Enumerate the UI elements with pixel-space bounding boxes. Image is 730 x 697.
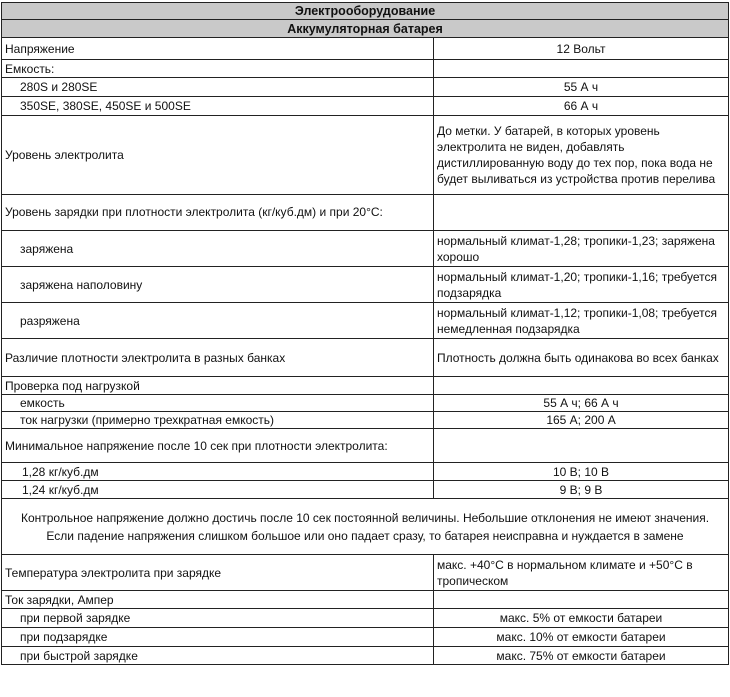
row-value: 9 В; 9 В bbox=[434, 481, 729, 499]
table-row bbox=[2, 97, 729, 116]
row-value: 66 А ч bbox=[434, 97, 729, 116]
row-value: 10 В; 10 В bbox=[434, 463, 729, 481]
table-row bbox=[2, 647, 729, 665]
row-value bbox=[434, 429, 729, 463]
row-value: 12 Вольт bbox=[434, 38, 729, 60]
row-label: заряжена наполовину bbox=[2, 267, 434, 303]
table-row bbox=[2, 195, 729, 231]
row-value: 165 А; 200 А bbox=[434, 412, 729, 429]
row-value: 55 А ч; 66 А ч bbox=[434, 395, 729, 412]
table-row bbox=[2, 377, 729, 395]
table-row bbox=[2, 555, 729, 591]
row-value: нормальный климат-1,28; тропики-1,23; заряжена хорошо bbox=[434, 231, 729, 267]
table-row bbox=[2, 429, 729, 463]
row-label: 1,24 кг/куб.дм bbox=[2, 481, 434, 499]
spec-table bbox=[1, 2, 729, 665]
row-value: нормальный климат-1,12; тропики-1,08; требуется немедленная подзарядка bbox=[434, 303, 729, 339]
table-row bbox=[2, 267, 729, 303]
note-text: Контрольное напряжение должно достичь после 10 сек постоянной величины. Небольшие отклонения не имеют значения. Если падение напряжения слишком большое или оно падает сразу, то батарея неисправна и нуждается в замене bbox=[2, 499, 729, 555]
header-row bbox=[2, 3, 729, 20]
row-label: Напряжение bbox=[2, 38, 434, 60]
table-row bbox=[2, 481, 729, 499]
table-row bbox=[2, 339, 729, 377]
row-value: макс. 10% от емкости батареи bbox=[434, 628, 729, 647]
row-label: Емкость: bbox=[2, 60, 434, 78]
row-label: при подзарядке bbox=[2, 628, 434, 647]
row-value: макс. +40°С в нормальном климате и +50°С в тропическом bbox=[434, 555, 729, 591]
row-label: Проверка под нагрузкой bbox=[2, 377, 434, 395]
row-value bbox=[434, 377, 729, 395]
row-label: Различие плотности электролита в разных банках bbox=[2, 339, 434, 377]
row-label: при быстрой зарядке bbox=[2, 647, 434, 665]
table-row bbox=[2, 116, 729, 195]
table-row bbox=[2, 395, 729, 412]
row-label: Температура электролита при зарядке bbox=[2, 555, 434, 591]
row-label: Ток зарядки, Ампер bbox=[2, 591, 434, 609]
row-label: ток нагрузки (примерно трехкратная емкость) bbox=[2, 412, 434, 429]
row-label: 280S и 280SE bbox=[2, 78, 434, 97]
table-subtitle: Аккумуляторная батарея bbox=[2, 20, 729, 38]
row-value bbox=[434, 195, 729, 231]
row-label: Уровень зарядки при плотности электролита (кг/куб.дм) и при 20°С: bbox=[2, 195, 434, 231]
table-title: Электрооборудование bbox=[2, 3, 729, 20]
row-label: Минимальное напряжение после 10 сек при плотности электролита: bbox=[2, 429, 434, 463]
table-row bbox=[2, 609, 729, 628]
note-row bbox=[2, 499, 729, 555]
table-row bbox=[2, 60, 729, 78]
spec-sheet bbox=[1, 2, 728, 665]
row-label: разряжена bbox=[2, 303, 434, 339]
table-row bbox=[2, 463, 729, 481]
subheader-row bbox=[2, 20, 729, 38]
row-value bbox=[434, 591, 729, 609]
row-label: Уровень электролита bbox=[2, 116, 434, 195]
row-value: До метки. У батарей, в которых уровень электролита не виден, добавлять дистиллированную воду до тех пор, пока вода не будет выливаться из устройства против перелива bbox=[434, 116, 729, 195]
table-row bbox=[2, 231, 729, 267]
table-row bbox=[2, 303, 729, 339]
table-row bbox=[2, 38, 729, 60]
row-label: заряжена bbox=[2, 231, 434, 267]
row-value: 55 А ч bbox=[434, 78, 729, 97]
row-value: нормальный климат-1,20; тропики-1,16; требуется подзарядка bbox=[434, 267, 729, 303]
table-row bbox=[2, 591, 729, 609]
row-label: при первой зарядке bbox=[2, 609, 434, 628]
row-label: 1,28 кг/куб.дм bbox=[2, 463, 434, 481]
row-value: макс. 5% от емкости батареи bbox=[434, 609, 729, 628]
row-value: Плотность должна быть одинакова во всех банках bbox=[434, 339, 729, 377]
row-value: макс. 75% от емкости батареи bbox=[434, 647, 729, 665]
row-label: 350SE, 380SE, 450SE и 500SE bbox=[2, 97, 434, 116]
table-row bbox=[2, 412, 729, 429]
table-row bbox=[2, 628, 729, 647]
row-value bbox=[434, 60, 729, 78]
table-row bbox=[2, 78, 729, 97]
row-label: емкость bbox=[2, 395, 434, 412]
